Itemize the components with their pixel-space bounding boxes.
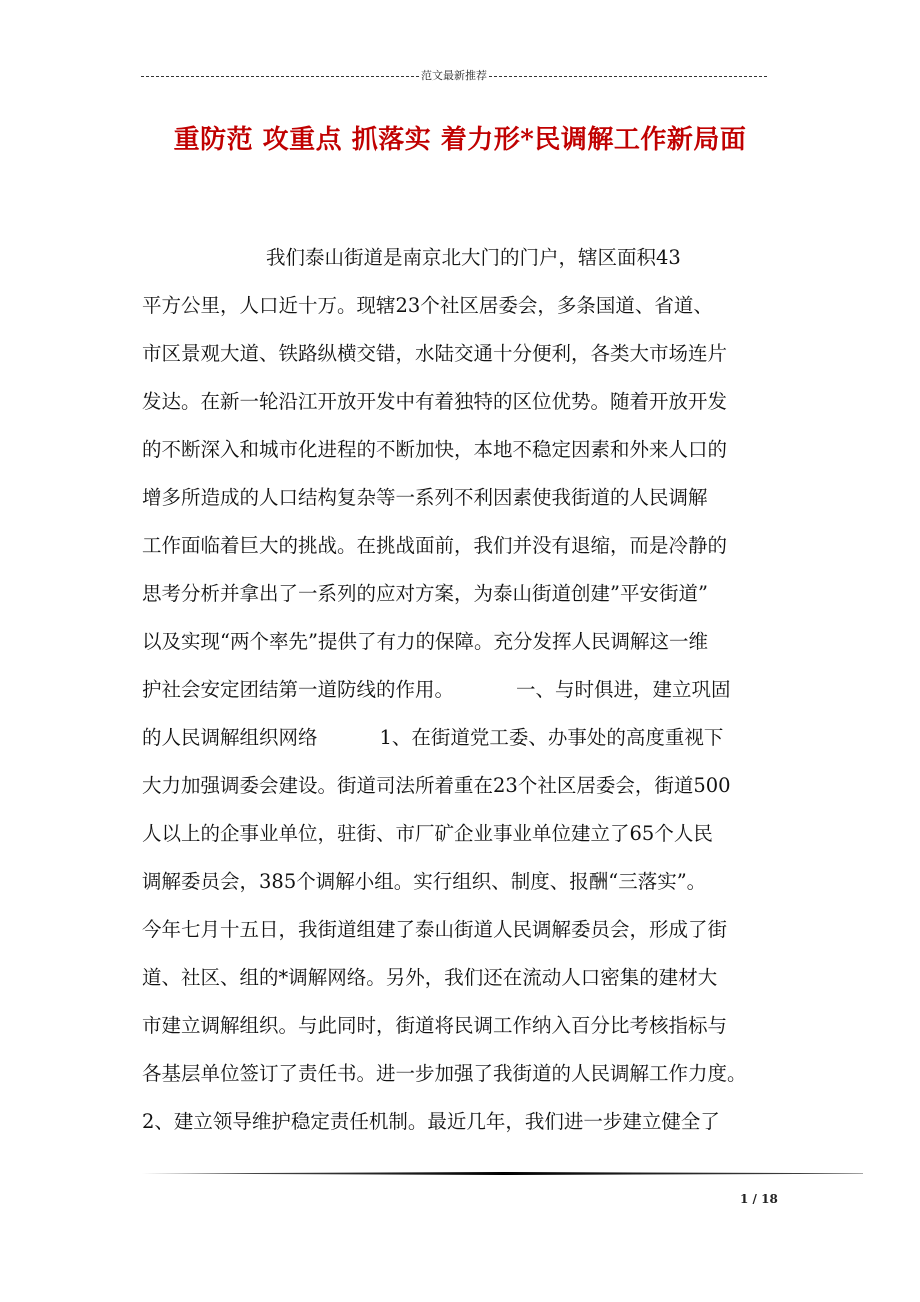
body-line: 市建立调解组织。与此同时，街道将民调工作纳入百分比考核指标与	[142, 1014, 728, 1037]
body-line: 市区景观大道、铁路纵横交错，水陆交通十分便利，各类大市场连片	[142, 342, 728, 365]
body-line: 今年七月十五日，我街道组建了泰山街道人民调解委员会，形成了街	[142, 918, 728, 941]
body-line: 人以上的企事业单位，驻街、市厂矿企业事业单位建立了65个人民	[142, 822, 713, 845]
body-line: 工作面临着巨大的挑战。在挑战面前，我们并没有退缩，而是冷静的	[142, 534, 728, 557]
body-line: 大力加强调委会建设。街道司法所着重在23个社区居委会，街道500	[142, 774, 731, 797]
page-number: 1 / 18	[740, 1192, 778, 1206]
body-line: 护社会安定团结第一道防线的作用。 一、与时俱进，建立巩固	[142, 678, 731, 701]
header-dash-right	[489, 76, 767, 77]
header-rule	[141, 68, 767, 84]
body-line: 各基层单位签订了责任书。进一步加强了我街道的人民调解工作力度。	[142, 1062, 747, 1085]
body-paragraph	[142, 234, 780, 1146]
header-label: 范文最新推荐	[421, 69, 487, 82]
body-line: 发达。在新一轮沿江开放开发中有着独特的区位优势。随着开放开发	[142, 390, 728, 413]
body-line: 增多所造成的人口结构复杂等一系列不利因素使我街道的人民调解	[142, 486, 708, 509]
body-line: 的不断深入和城市化进程的不断加快，本地不稳定因素和外来人口的	[142, 438, 728, 461]
body-line: 的人民调解组织网络 1、在街道党工委、办事处的高度重视下	[142, 726, 724, 749]
body-line: 调解委员会，385个调解小组。实行组织、制度、报酬“三落实”。	[142, 870, 707, 893]
document-title: 重防范 攻重点 抓落实 着力形*民调解工作新局面	[173, 125, 747, 155]
footer-divider	[142, 1172, 863, 1175]
body-line: 道、社区、组的*调解网络。另外，我们还在流动人口密集的建材大	[142, 966, 718, 989]
body-line: 2、建立领导维护稳定责任机制。最近几年，我们进一步建立健全了	[142, 1110, 720, 1133]
body-line: 以及实现“两个率先”提供了有力的保障。充分发挥人民调解这一维	[142, 630, 708, 653]
body-line: 平方公里，人口近十万。现辖23个社区居委会，多条国道、省道、	[142, 294, 713, 317]
body-line: 我们泰山街道是南京北大门的门户，辖区面积43	[142, 246, 681, 269]
header-dash-left	[141, 76, 419, 77]
body-line: 思考分析并拿出了一系列的应对方案，为泰山街道创建”平安街道”	[142, 582, 708, 605]
